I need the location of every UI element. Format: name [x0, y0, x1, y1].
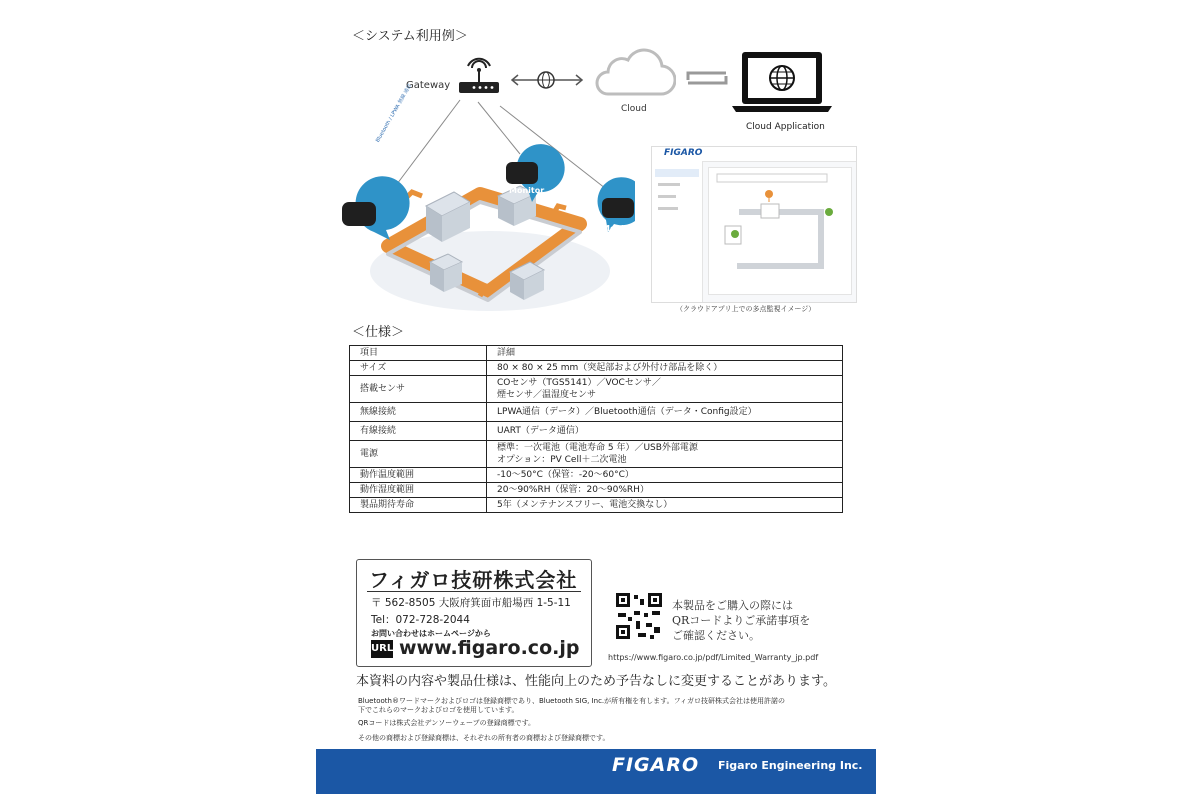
spec-value-line2: 煙センサ／温湿度センサ: [497, 390, 597, 400]
fine-line-2: 下でこれらのマークおよびロゴを使用しています。: [358, 706, 519, 714]
sync-arrows-icon: [682, 66, 732, 90]
company-contact-box: [356, 559, 592, 667]
company-name: フィガロ技研株式会社: [369, 568, 578, 592]
trademark-note-qr: QRコードは株式会社デンソーウェーブの登録商標です。: [358, 719, 536, 727]
wireless-link-label: Bluetooth / LPWA 無線 通信: [374, 83, 414, 144]
table-row: [350, 422, 843, 441]
company-address: 〒 562-8505 大阪府箕面市船場西 1-5-11: [371, 597, 571, 609]
spec-value: [487, 441, 843, 468]
table-row: [350, 468, 843, 483]
table-row: [350, 376, 843, 403]
system-section-title: ＜システム利用例＞: [352, 29, 468, 44]
table-row: [350, 483, 843, 498]
spec-key: 動作湿度範囲: [350, 483, 487, 498]
inquiry-note: お問い合わせはホームページから: [371, 629, 491, 638]
spec-value: 5年（メンテナンスフリー、電池交換なし）: [487, 498, 843, 513]
fine-line-1: Bluetooth®ワードマークおよびロゴは登録商標であり、Bluetooth SIG, Inc.が所有権を有します。フィガロ技研株式会社は使用許諾の: [358, 697, 786, 705]
change-notice: 本資料の内容や製品仕様は、性能向上のため予告なしに変更することがあります。: [356, 674, 836, 689]
spec-value: LPWA通信（データ）／Bluetooth通信（データ・Config設定）: [487, 403, 843, 422]
table-row: [350, 361, 843, 376]
spec-key: 搭載センサ: [350, 376, 487, 403]
qr-line-3: ご確認ください。: [672, 629, 760, 642]
document-page: [316, 0, 876, 794]
screenshot-brand: FIGARO: [664, 148, 703, 158]
pipe-diagram: [709, 168, 851, 294]
header-detail: 詳細: [487, 346, 843, 361]
cloud-label: Cloud: [621, 104, 647, 114]
footer-company-name: Figaro Engineering Inc.: [718, 759, 863, 772]
gateway-label: Gateway: [406, 80, 451, 91]
spec-key: 電源: [350, 441, 487, 468]
spec-value: UART（データ通信）: [487, 422, 843, 441]
cloud-icon: [590, 48, 676, 100]
company-tel: Tel：072-728-2044: [371, 614, 470, 626]
cloud-application-label: Cloud Application: [746, 122, 825, 132]
warranty-url-link[interactable]: https://www.figaro.co.jp/pdf/Limited_Warranty_jp.pdf: [608, 653, 819, 662]
spec-value: 20～90%RH（保管：20～90%RH）: [487, 483, 843, 498]
spec-value: -10～50°C（保管：-20～60°C）: [487, 468, 843, 483]
monitor-label-left: Monitor: [346, 234, 382, 243]
factory-conveyor-illustration: [330, 96, 638, 320]
screenshot-map-panel: [708, 167, 852, 295]
laptop-icon: [728, 48, 836, 116]
header-item: 項目: [350, 346, 487, 361]
trademark-note-other: その他の商標および登録商標は、それぞれの所有者の商標および登録商標です。: [358, 734, 610, 742]
spec-value-line2: オプション：PV Cell＋二次電池: [497, 455, 627, 465]
internet-link-icon: [508, 70, 586, 90]
figaro-logo: FIGARO: [612, 754, 700, 776]
spec-key: 無線接続: [350, 403, 487, 422]
screenshot-header: [652, 147, 856, 162]
company-url-link[interactable]: www.figaro.co.jp: [399, 637, 580, 659]
monitor-label-right: Monitor: [602, 224, 638, 233]
qr-code-icon[interactable]: [614, 591, 664, 641]
qr-line-1: 本製品をご購入の際には: [672, 599, 793, 612]
table-row: [350, 403, 843, 422]
spec-value-line1: COセンサ（TGS5141）／VOCセンサ／: [497, 378, 661, 388]
table-row: [350, 441, 843, 468]
monitor-label-center: Monitor: [509, 186, 545, 195]
spec-value-line1: 標準：一次電池（電池寿命 5 年）／USB外部電源: [497, 443, 698, 453]
router-icon: [456, 52, 502, 96]
spec-value: 80 × 80 × 25 mm（突起部および外付け部品を除く）: [487, 361, 843, 376]
url-tag: URL: [371, 640, 393, 658]
spec-value: [487, 376, 843, 403]
cloud-app-screenshot: [651, 146, 857, 303]
qr-line-2: QRコードよりご承諾事項を: [672, 614, 811, 627]
table-row: [350, 498, 843, 513]
spec-section-title: ＜仕様＞: [352, 325, 405, 340]
screenshot-sidebar: [652, 161, 703, 302]
trademark-note-bluetooth: [358, 697, 848, 715]
spec-table: [349, 345, 843, 513]
spec-key: 有線接続: [350, 422, 487, 441]
divider: [367, 591, 581, 592]
spec-key: 製品期待寿命: [350, 498, 487, 513]
footer-bar: [316, 749, 876, 794]
qr-instructions: [672, 598, 810, 643]
screenshot-caption: （クラウドアプリ上での多点監視イメージ）: [676, 305, 816, 313]
spec-key: 動作温度範囲: [350, 468, 487, 483]
table-header-row: [350, 346, 843, 361]
spec-key: サイズ: [350, 361, 487, 376]
